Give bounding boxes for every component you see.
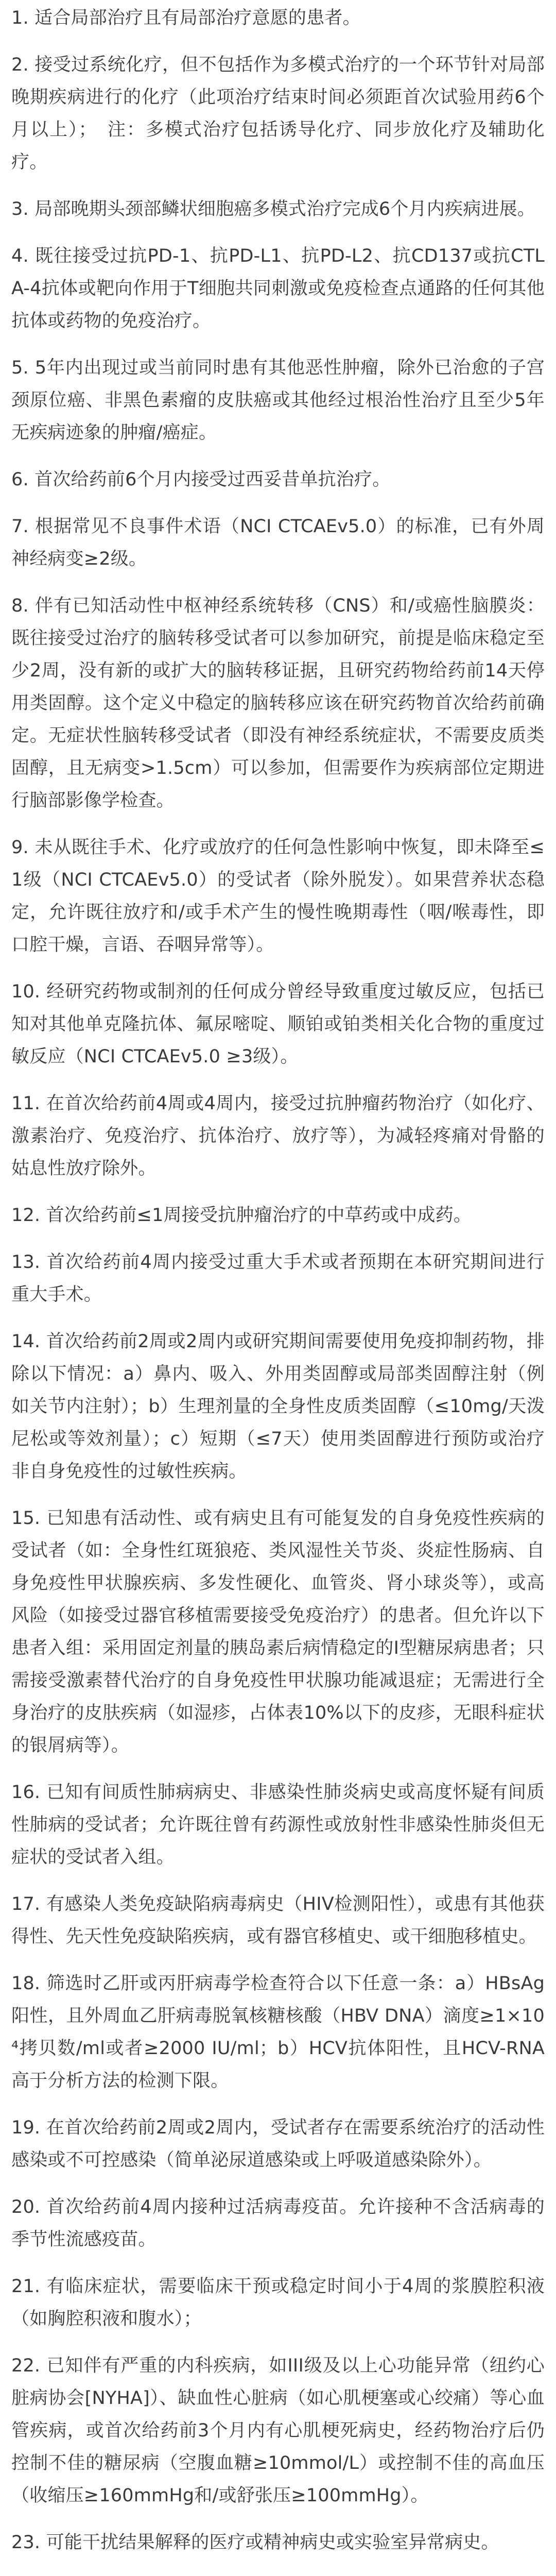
criterion-17: 17. 有感染人类免疫缺陷病毒病史（HIV检测阳性），或患有其他获得性、先天性免疫缺陷疾病，或有器官移植史、或干细胞移植史。	[11, 1894, 545, 1947]
criterion-23: 23. 可能干扰结果解释的医疗或精神病史或实验室异常病史。	[11, 2532, 499, 2553]
criterion-3: 3. 局部晚期头颈部鳞状细胞癌多模式治疗完成6个月内疾病进展。	[11, 199, 535, 219]
criterion-10: 10. 经研究药物或制剂的任何成分曾经导致重度过敏反应，包括已知对其他单克隆抗体、氟尿嘧啶、顺铂或铂类相关化合物的重度过敏反应（NCI CTCAEv5.0 ≥3级）。	[11, 981, 545, 1067]
criterion-21: 21. 有临床症状，需要临床干预或稳定时间小于4周的浆膜腔积液（如胸腔积液和腹水）；	[11, 2276, 545, 2329]
criterion-8: 8. 伴有已知活动性中枢神经系统转移（CNS）和/或癌性脑膜炎：既往接受过治疗的脑转移受试者可以参加研究，前提是临床稳定至少2周，没有新的或扩大的脑转移证据，且研究药物给药前14天停用类固醇。这个定义中稳定的脑转移应该在研究药物首次给药前确定。无症状性脑转移受试者（即没有神经系统症状，不需要皮质类固醇，且无病变>1.5cm）可以参加，但需要作为疾病部位定期进行脑部影像学检查。	[11, 596, 545, 811]
criterion-12: 12. 首次给药前≤1周接受抗肿瘤治疗的中草药或中成药。	[11, 1205, 472, 1226]
criterion-16: 16. 已知有间质性肺病病史、非感染性肺炎病史或高度怀疑有间质性肺病的受试者；允许既往曾有药源性或放射性非感染性肺炎但无症状的受试者入组。	[11, 1782, 545, 1868]
criterion-14: 14. 首次给药前2周或2周内或研究期间需要使用免疫抑制药物，排除以下情况：a）鼻内、吸入、外用类固醇或局部类固醇注射（例如关节内注射）；b）生理剂量的全身性皮质类固醇（≤10mg/天泼尼松或等效剂量）；c）短期（≤7天）使用类固醇进行预防或治疗非自身免疫性的过敏性疾病。	[11, 1331, 545, 1482]
criterion-13: 13. 首次给药前4周内接受过重大手术或者预期在本研究期间进行重大手术。	[11, 1252, 545, 1305]
criterion-20: 20. 首次给药前4周内接种过活病毒疫苗。允许接种不含活病毒的季节性流感疫苗。	[11, 2197, 545, 2250]
criterion-22: 22. 已知伴有严重的内科疾病，如III级及以上心功能异常（纽约心脏病协会[NYHA]）、缺血性心脏病（如心肌梗塞或心绞痛）等心血管疾病，或首次给药前3个月内有心肌梗死病史，经药物治疗后仍控制不佳的糖尿病（空腹血糖≥10mmol/L）或控制不佳的高血压（收缩压≥160mmHg和/或舒张压≥100mmHg）。	[11, 2355, 545, 2506]
criterion-4: 4. 既往接受过抗PD-1、抗PD-L1、抗PD-L2、抗CD137或抗CTLA-4抗体或靶向作用于T细胞共同刺激或免疫检查点通路的任何其他抗体或药物的免疫治疗。	[11, 246, 545, 331]
criterion-1: 1. 适合局部治疗且有局部治疗意愿的患者。	[11, 8, 361, 28]
criterion-15: 15. 已知患有活动性、或有病史且有可能复发的自身免疫性疾病的受试者（如：全身性红斑狼疮、类风湿性关节炎、炎症性肠病、自身免疫性甲状腺疾病、多发性硬化、血管炎、肾小球炎等），或高风险（如接受过器官移植需要接受免疫治疗）的患者。但允许以下患者入组：采用固定剂量的胰岛素后病情稳定的I型糖尿病患者；只需接受激素替代治疗的自身免疫性甲状腺功能减退症；无需进行全身治疗的皮肤疾病（如湿疹，占体表10%以下的皮疹，无眼科症状的银屑病等）。	[11, 1508, 545, 1756]
criterion-24	[11, 2573, 545, 2576]
criterion-9: 9. 未从既往手术、化疗或放疗的任何急性影响中恢复，即未降至≤1级（NCI CTCAEv5.0）的受试者（除外脱发）。如果营养状态稳定，允许既往放疗和/或手术产生的慢性晚期毒性（咽/喉毒性，即口腔干燥，言语、吞咽异常等）。	[11, 837, 545, 955]
criterion-5: 5. 5年内出现过或当前同时患有其他恶性肿瘤，除外已治愈的子宫颈原位癌、非黑色素瘤的皮肤癌或其他经过根治性治疗且至少5年无疾病迹象的肿瘤/癌症。	[11, 358, 545, 443]
criterion-11: 11. 在首次给药前4周或4周内，接受过抗肿瘤药物治疗（如化疗、激素治疗、免疫治疗、抗体治疗、放疗等），为减轻疼痛对骨骼的姑息性放疗除外。	[11, 1093, 545, 1179]
criterion-19: 19. 在首次给药前2周或2周内，受试者存在需要系统治疗的活动性感染或不可控感染（简单泌尿道感染或上呼吸道感染除外）。	[11, 2117, 545, 2171]
criterion-2: 2. 接受过系统化疗，但不包括作为多模式治疗的一个环节针对局部晚期疾病进行的化疗（此项治疗结束时间必须距首次试验用药6个月以上）； 注：多模式治疗包括诱导化疗、同步放化疗及辅助化疗。	[11, 55, 545, 173]
criterion-18: 18. 筛选时乙肝或丙肝病毒学检查符合以下任意一条：a）HBsAg阳性，且外周血乙肝病毒脱氧核糖核酸（HBV DNA）滴度≥1×10⁴拷贝数/ml或者≥2000 IU/ml；b）HCV抗体阳性，且HCV-RNA高于分析方法的检测下限。	[11, 1973, 545, 2091]
criterion-7: 7. 根据常见不良事件术语（NCI CTCAEv5.0）的标准，已有外周神经病变≥2级。	[11, 516, 545, 569]
criterion-6: 6. 首次给药前6个月内接受过西妥昔单抗治疗。	[11, 469, 391, 490]
